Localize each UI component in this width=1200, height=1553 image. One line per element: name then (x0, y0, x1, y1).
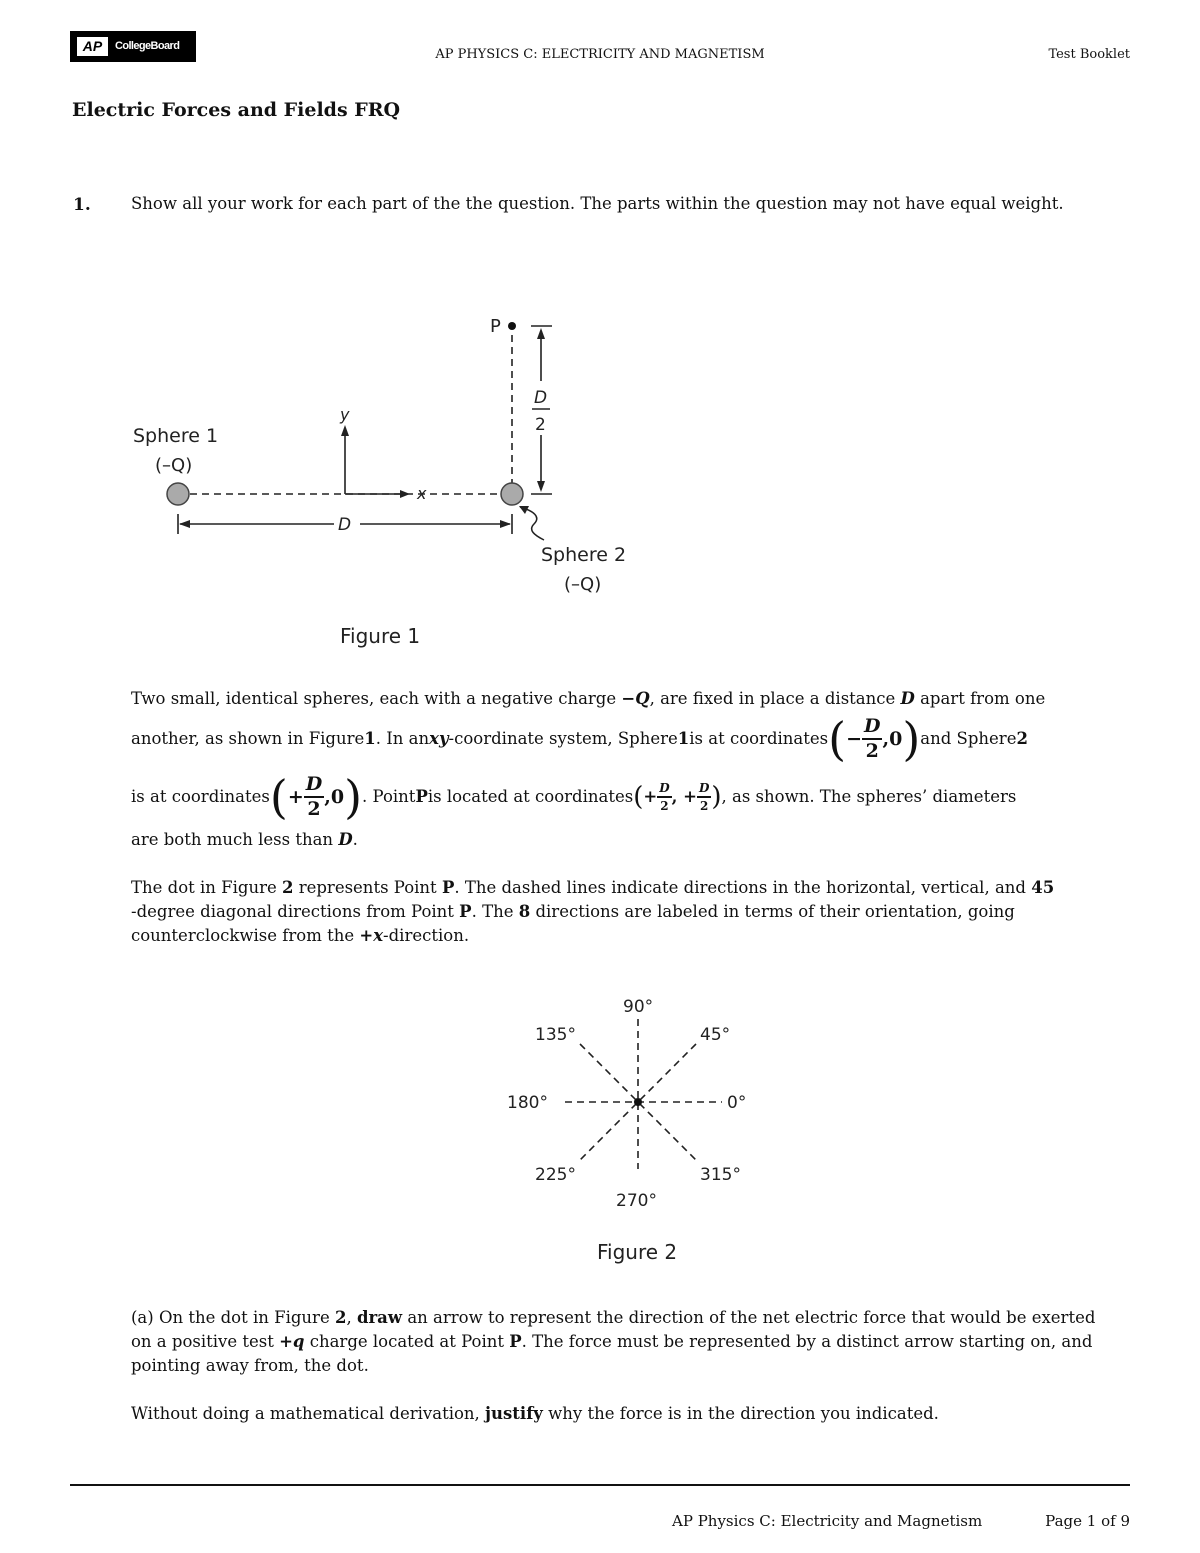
math-fraction-d-over-2 (697, 782, 711, 812)
fraction-numerator: D (697, 782, 711, 798)
left-paren: ( (633, 782, 644, 812)
math-45: 45 (1031, 878, 1055, 897)
text-span: -direction. (383, 926, 470, 945)
figure-2-direction-diagram (480, 985, 800, 1275)
point-p-dot (508, 322, 516, 330)
text-span: another, as shown in Figure (131, 729, 365, 748)
paragraph-1-line-4 (131, 828, 1121, 852)
math-point-p: P (509, 1332, 522, 1351)
fraction-denominator: 2 (699, 799, 709, 813)
question-number: 1. (73, 195, 91, 215)
text-span: is at coordinates (689, 729, 829, 748)
text-span: why the force is in the direction you indicated. (542, 1404, 939, 1423)
page-title: Electric Forces and Fields FRQ (72, 99, 401, 121)
text-span: , are fixed in place a distance (649, 689, 901, 708)
math-fraction-d-over-2 (657, 782, 671, 812)
math-point-p: P (459, 902, 472, 921)
distance-label: D (338, 515, 352, 535)
figure-1-caption: Figure 1 (340, 624, 421, 648)
distance-arrow-right (500, 520, 511, 528)
math-xy: xy (429, 729, 449, 748)
math-d: D (338, 830, 353, 849)
paragraph-1-line-2 (131, 708, 1121, 770)
sphere-1 (167, 483, 189, 505)
text-span: represents Point (293, 878, 442, 897)
half-distance-numerator: D (534, 388, 548, 408)
text-span: -degree diagonal directions from Point (131, 902, 460, 921)
paragraph-2-line-1 (131, 876, 1121, 900)
keyword-justify: justify (485, 1404, 543, 1423)
text-span: on a positive test (131, 1332, 280, 1351)
text-span: is at coordinates (131, 787, 270, 806)
footer-divider (70, 1484, 1130, 1486)
header-course-title: AP PHYSICS C: ELECTRICITY AND MAGNETISM (435, 47, 765, 62)
text-span: directions are labeled in terms of their orientation, going (530, 902, 1015, 921)
text-span: . The force must be represented by a distinct arrow starting on, and (521, 1332, 1093, 1351)
math-fraction-d-over-2 (862, 717, 882, 761)
math-figure-number: 2 (334, 1308, 347, 1327)
math-plus-sign: + (287, 786, 304, 808)
text-span: Two small, identical spheres, each with a negative charge (131, 689, 622, 708)
fraction-denominator: 2 (307, 798, 321, 820)
half-distance-denominator: 2 (535, 415, 546, 435)
text-span: (a) On the dot in Figure (131, 1308, 335, 1327)
sphere-1-label: Sphere 1 (133, 425, 219, 447)
text-span: are both much less than (131, 830, 339, 849)
direction-label-270: 270° (616, 1191, 657, 1211)
sphere-1-charge: (–Q) (155, 455, 193, 476)
text-span: pointing away from, the dot. (131, 1356, 369, 1375)
part-a-line-2 (131, 1330, 1121, 1354)
paragraph-2-line-3 (131, 924, 1121, 948)
x-axis-arrowhead (400, 490, 410, 498)
right-paren: ) (711, 782, 722, 812)
text-span: an arrow to represent the direction of the net electric force that would be exerted (402, 1308, 1096, 1327)
math-figure-number: 2 (281, 878, 294, 897)
fraction-numerator: D (657, 782, 671, 798)
text-span: . (352, 830, 358, 849)
math-fraction-d-over-2 (304, 775, 324, 819)
part-a-justify-line (131, 1402, 1121, 1426)
text-span: charge located at Point (304, 1332, 510, 1351)
sphere-2 (501, 483, 523, 505)
direction-label-90: 90° (623, 997, 654, 1017)
x-axis-label: x (417, 484, 427, 503)
text-span: Without doing a mathematical derivation, (131, 1404, 486, 1423)
y-axis-label: y (340, 405, 350, 424)
point-p-label: P (490, 316, 501, 337)
text-span: apart from one (914, 689, 1046, 708)
question-intro: Show all your work for each part of the the question. The parts within the question may not have equal weight. (131, 194, 1064, 213)
fraction-denominator: 2 (865, 740, 879, 762)
distance-arrow-left (179, 520, 190, 528)
direction-label-180: 180° (507, 1093, 548, 1113)
math-sphere-2: 2 (1016, 729, 1028, 748)
text-span: , as shown. The spheres’ diameters (721, 787, 1017, 806)
text-span: . The dashed lines indicate directions in the horizontal, vertical, and (454, 878, 1032, 897)
direction-label-45: 45° (700, 1025, 731, 1045)
dimension-arrow-up (537, 328, 545, 339)
text-span: , (346, 1308, 357, 1327)
direction-label-0: 0° (727, 1093, 747, 1113)
figure-2-caption: Figure 2 (597, 1240, 678, 1264)
ap-logo-mark: AP (77, 37, 108, 56)
header-booklet-label: Test Booklet (1048, 47, 1130, 62)
part-a-line-3 (131, 1354, 1121, 1378)
sphere-2-label: Sphere 2 (541, 544, 627, 566)
text-span: . In an (375, 729, 430, 748)
sphere-2-charge: (–Q) (564, 574, 602, 595)
math-minus-sign: − (846, 728, 862, 750)
direction-label-135: 135° (535, 1025, 576, 1045)
right-paren: ) (344, 770, 363, 824)
math-zero: ,0 (882, 728, 903, 750)
figure-1-diagram (120, 305, 660, 655)
footer-course-name: AP Physics C: Electricity and Magnetism (672, 1512, 983, 1530)
math-plus-x: +x (359, 926, 384, 945)
text-span: and Sphere (920, 729, 1017, 748)
left-paren: ( (269, 770, 288, 824)
left-paren: ( (828, 712, 847, 766)
direction-label-315: 315° (700, 1165, 741, 1185)
text-span: . The (471, 902, 519, 921)
math-plus-q: +q (279, 1332, 305, 1351)
fraction-numerator: D (304, 775, 324, 798)
math-comma-plus: , + (671, 787, 697, 806)
math-zero: ,0 (324, 786, 345, 808)
math-plus-sign: + (643, 787, 658, 806)
math-negative-q: −Q (621, 689, 650, 708)
keyword-draw: draw (356, 1308, 403, 1327)
math-figure-number: 1 (364, 729, 376, 748)
math-d: D (900, 689, 915, 708)
paragraph-1-line-3 (131, 766, 1121, 828)
fraction-denominator: 2 (660, 799, 669, 813)
college-board-wordmark: CollegeBoard (115, 40, 180, 52)
part-a-line-1 (131, 1306, 1121, 1330)
math-point-p: P (441, 878, 455, 897)
math-sphere-1: 1 (677, 729, 690, 748)
math-8: 8 (518, 902, 531, 921)
point-p-dot (634, 1098, 642, 1106)
right-paren: ) (902, 712, 921, 766)
text-span: -coordinate system, Sphere (448, 729, 678, 748)
text-span: The dot in Figure (131, 878, 282, 897)
math-point-p: P (415, 787, 428, 806)
dimension-arrow-down (537, 481, 545, 492)
paragraph-2-line-2 (131, 900, 1121, 924)
text-span: . Point (362, 787, 416, 806)
text-span: is located at coordinates (427, 787, 634, 806)
fraction-numerator: D (862, 717, 882, 740)
footer-page-number: Page 1 of 9 (1045, 1512, 1130, 1530)
y-axis-arrowhead (341, 425, 349, 436)
direction-label-225: 225° (535, 1165, 576, 1185)
text-span: counterclockwise from the (131, 926, 360, 945)
